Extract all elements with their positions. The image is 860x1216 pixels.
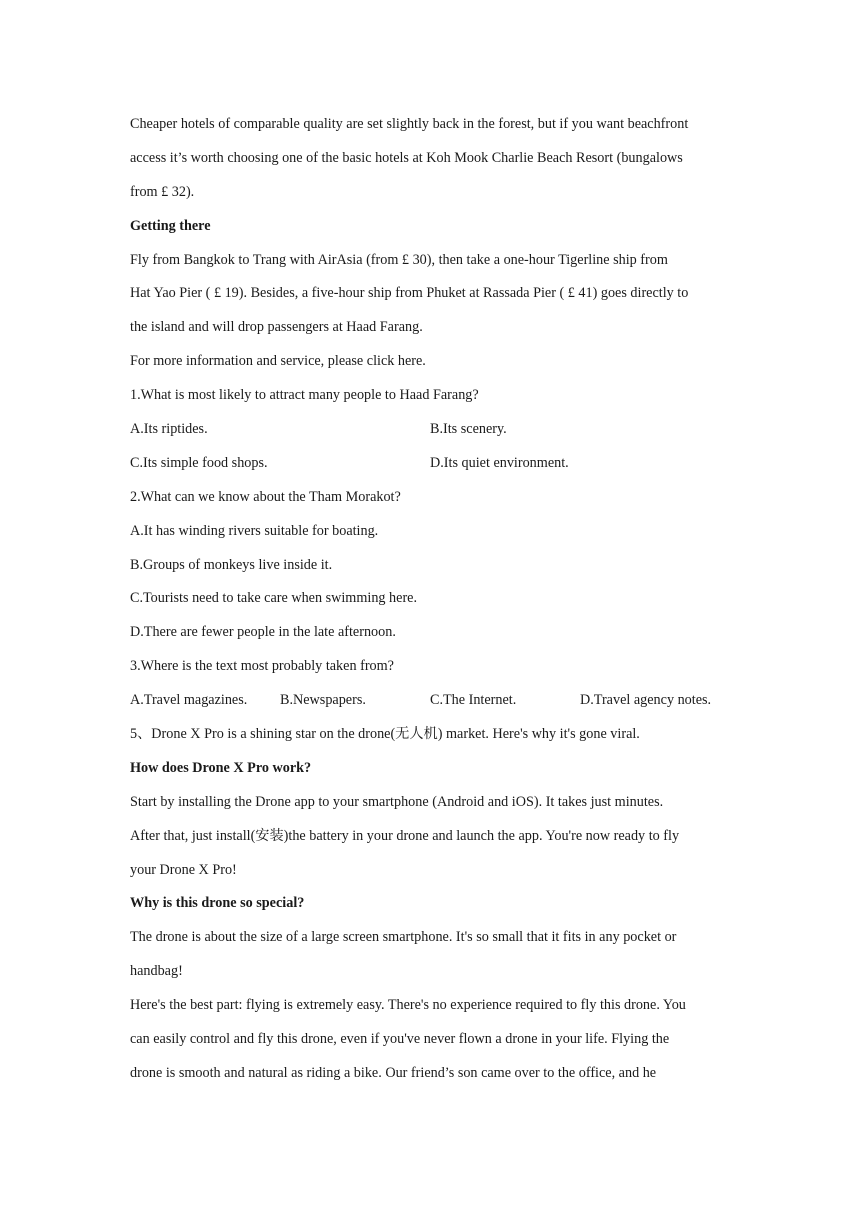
paragraph-line: from £ 32). — [130, 183, 195, 200]
option-c: C.Its simple food shops. — [130, 454, 268, 471]
paragraph-line: access it’s worth choosing one of the basic hotels at Koh Mook Charlie Beach Resort (bungalows — [130, 149, 683, 166]
question-3-stem: 3.Where is the text most probably taken from? — [130, 658, 394, 675]
more-info-line: For more information and service, please click here. — [130, 353, 426, 370]
paragraph-line: your Drone X Pro! — [130, 861, 237, 878]
paragraph-line: the island and will drop passengers at Haad Farang. — [130, 319, 423, 336]
question-3-options-row — [130, 684, 735, 718]
question-2-stem: 2.What can we know about the Tham Morakot? — [130, 488, 401, 505]
section-heading-getting-there: Getting there — [130, 217, 211, 234]
paragraph-line: Start by installing the Drone app to your smartphone (Android and iOS). It takes just minutes. — [130, 793, 664, 810]
paragraph-line: The drone is about the size of a large screen smartphone. It's so small that it fits in any pocket or — [130, 929, 677, 946]
document-body — [130, 108, 735, 1091]
question-1-stem: 1.What is most likely to attract many people to Haad Farang? — [130, 387, 479, 404]
paragraph-line: Here's the best part: flying is extremely easy. There's no experience required to fly this drone. You — [130, 997, 686, 1014]
paragraph-line: Fly from Bangkok to Trang with AirAsia (from £ 30), then take a one-hour Tigerline ship from — [130, 251, 668, 268]
paragraph-line: Hat Yao Pier ( £ 19). Besides, a five-hour ship from Phuket at Rassada Pier ( £ 41) goes directly to — [130, 285, 689, 302]
option-a: A.Travel magazines. — [130, 692, 248, 709]
option-d: D.Travel agency notes. — [580, 692, 712, 709]
option-a: A.Its riptides. — [130, 421, 208, 438]
paragraph-line: can easily control and fly this drone, even if you've never flown a drone in your life. Flying the — [130, 1031, 670, 1048]
option-b: B.Groups of monkeys live inside it. — [130, 556, 333, 573]
paragraph-line: drone is smooth and natural as riding a bike. Our friend’s son came over to the office, and he — [130, 1064, 657, 1081]
passage-5-intro: 5、Drone X Pro is a shining star on the drone(无人机) market. Here's why it's gone viral. — [130, 726, 640, 743]
question-1-options-row-2 — [130, 447, 735, 481]
paragraph-line: Cheaper hotels of comparable quality are set slightly back in the forest, but if you want beachfront — [130, 116, 689, 132]
option-d: D.Its quiet environment. — [430, 454, 569, 471]
option-c: C.Tourists need to take care when swimming here. — [130, 590, 418, 607]
option-c: C.The Internet. — [430, 692, 517, 709]
question-1-options-row-1 — [130, 413, 735, 447]
option-a: A.It has winding rivers suitable for boating. — [130, 522, 379, 539]
section-heading-how-it-works: How does Drone X Pro work? — [130, 759, 312, 776]
paragraph-line: After that, just install(安装)the battery in your drone and launch the app. You're now ready to fly — [130, 827, 680, 844]
section-heading-why-special: Why is this drone so special? — [130, 895, 305, 912]
option-b: B.Its scenery. — [430, 421, 507, 438]
option-b: B.Newspapers. — [280, 692, 366, 709]
paragraph-line: handbag! — [130, 963, 183, 980]
option-d: D.There are fewer people in the late afternoon. — [130, 624, 396, 641]
